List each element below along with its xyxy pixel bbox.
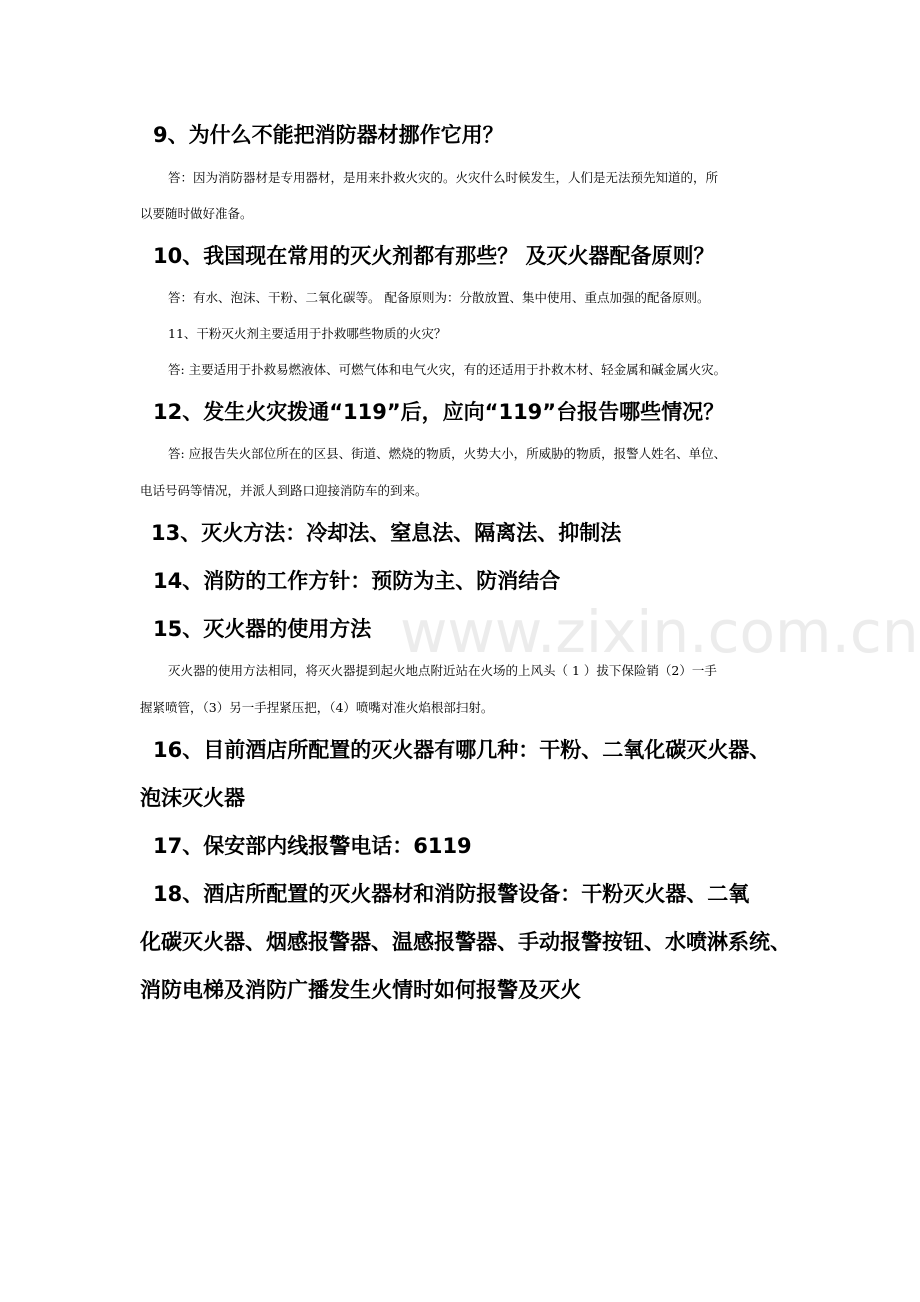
watermark: www.zixin.com.cn [400, 598, 919, 666]
answer-11: 答: 主要适用于扑救易燃液体、可燃气体和电气火灾，有的还适用于扑救木材、轻金属和碱金属火灾。 [168, 362, 727, 377]
item-15-line-1: 灭火器的使用方法相同，将灭火器提到起火地点附近站在火场的上风头（ 1 ）拔下保险销（2）一手 [168, 663, 717, 678]
item-18-line-2: 化碳灭火器、烟感报警器、温感报警器、手动报警按钮、水喷淋系统、 [140, 930, 791, 954]
item-14: 14、消防的工作方针：预防为主、防消结合 [153, 569, 561, 593]
item-16-line-2: 泡沫灭火器 [140, 786, 245, 810]
item-17: 17、保安部内线报警电话：6119 [153, 834, 472, 858]
item-15-title: 15、灭火器的使用方法 [153, 617, 372, 641]
answer-9-line-2: 以要随时做好准备。 [140, 206, 253, 221]
question-11-title: 11、干粉灭火剂主要适用于扑救哪些物质的火灾？ [168, 326, 447, 341]
item-13: 13、灭火方法：冷却法、窒息法、隔离法、抑制法 [151, 521, 622, 545]
question-12-title: 12、发生火灾拨通“119”后，应向“119”台报告哪些情况？ [153, 400, 725, 424]
item-15-line-2: 握紧喷管，（3）另一手捏紧压把，（4）喷嘴对准火焰根部扫射。 [140, 700, 494, 715]
answer-12-line-2: 电话号码等情况，并派人到路口迎接消防车的到来。 [140, 483, 428, 498]
answer-10: 答：有水、泡沫、干粉、二氧化碳等。 配备原则为：分散放置、集中使用、重点加强的配备原则。 [168, 290, 710, 305]
item-18-line-3: 消防电梯及消防广播发生火情时如何报警及灭火 [140, 978, 581, 1002]
answer-12-line-1: 答: 应报告失火部位所在的区县、街道、燃烧的物质，火势大小，所威胁的物质，报警人姓名、单位、 [168, 446, 727, 461]
question-10-title: 10、我国现在常用的灭火剂都有那些？ 及灭火器配备原则？ [153, 244, 715, 268]
answer-9-line-1: 答：因为消防器材是专用器材，是用来扑救火灾的。火灾什么时候发生，人们是无法预先知道的，所 [168, 170, 719, 185]
question-9-title: 9、为什么不能把消防器材挪作它用？ [153, 123, 504, 147]
item-18-line-1: 18、酒店所配置的灭火器材和消防报警设备：干粉灭火器、二氧 [153, 882, 750, 906]
item-16-line-1: 16、目前酒店所配置的灭火器有哪几种：干粉、二氧化碳灭火器、 [153, 738, 771, 762]
